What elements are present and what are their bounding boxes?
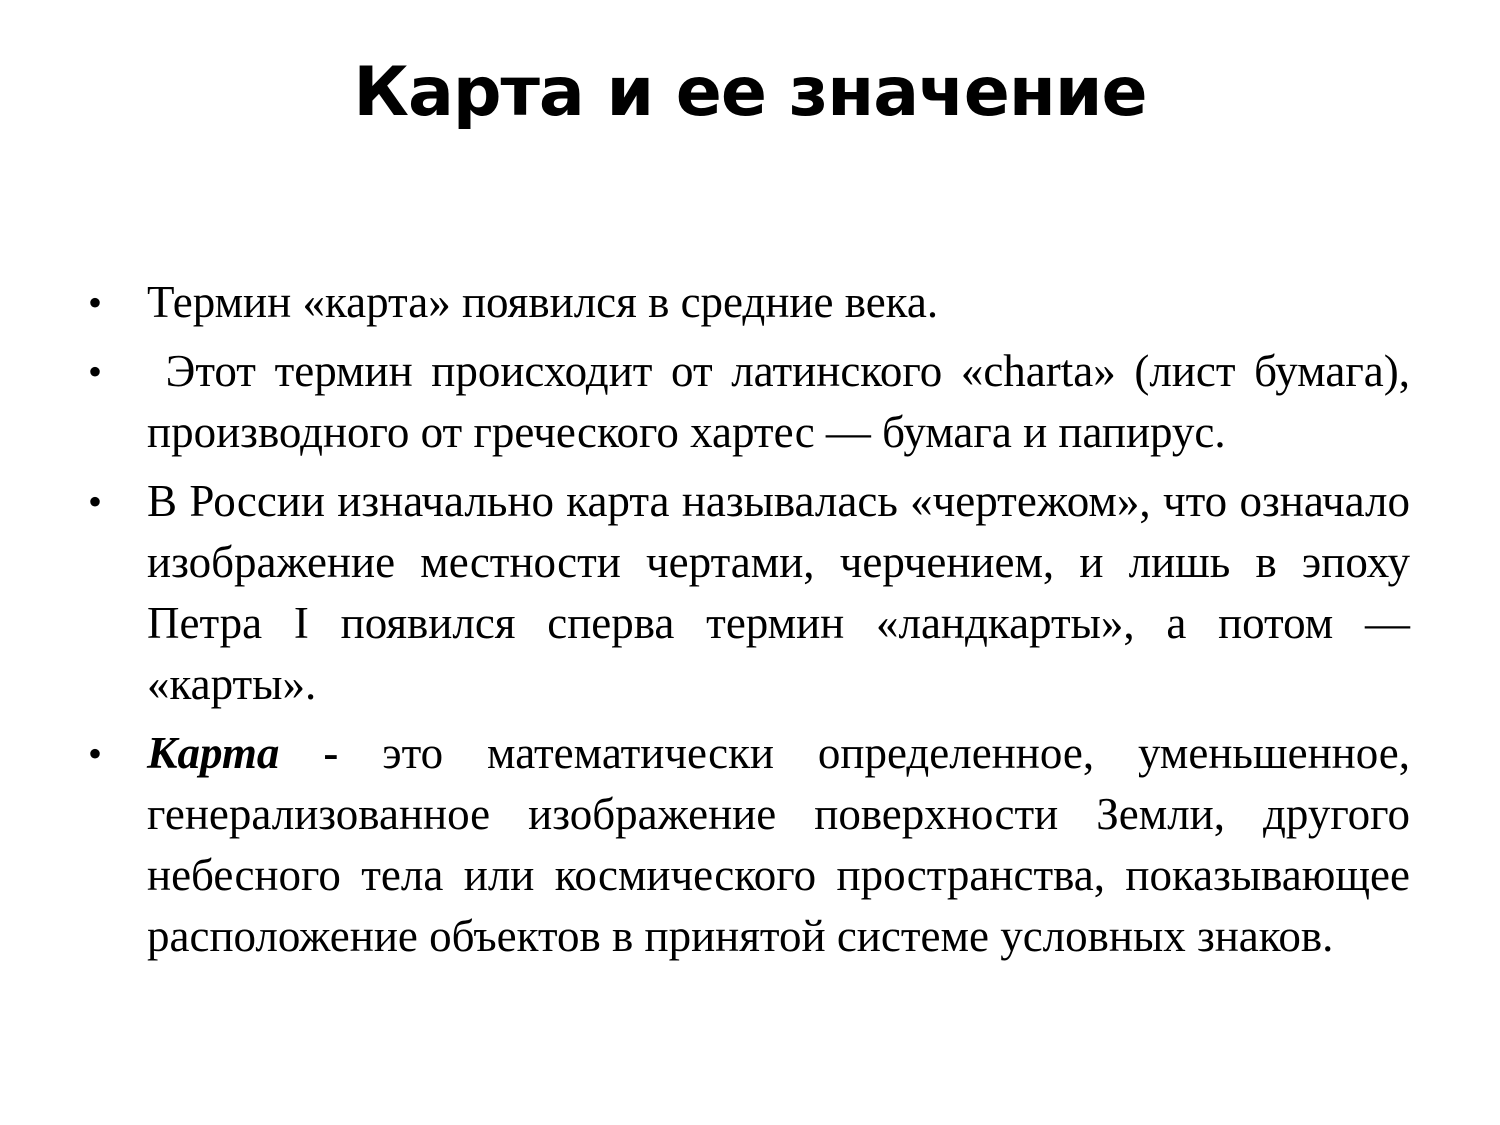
list-item: [0, 272, 1410, 333]
bullet-icon: •: [88, 349, 103, 394]
list-item: [0, 723, 1410, 967]
bullet-text: это математически определенное, уменьшенное, генерализованное изображение поверхности Земли, другого небесного тела или космического пространства, показывающее расположение объектов в принятой системе условных знаков.: [147, 728, 1411, 961]
bullet-text: Этот термин происходит от латинского «charta» (лист бумага), производного от греческого хартес — бумага и папирус.: [147, 346, 1410, 457]
definition-term: Карта: [147, 728, 280, 778]
bullet-icon: •: [88, 479, 103, 524]
bullet-icon: •: [88, 280, 103, 325]
list-item: [0, 471, 1410, 715]
bullet-text: Термин «карта» появился в средние века.: [147, 277, 939, 327]
bullet-text: В России изначально карта называлась «чертежом», что означало изображение местности чертами, черчением, и лишь в эпоху Петра I появился сперва термин «ландкарты», а потом — «карты».: [147, 476, 1410, 709]
bullet-list: [0, 272, 1500, 975]
slide-title: Карта и ее значение: [353, 53, 1147, 132]
list-item: [0, 341, 1410, 463]
definition-dash: -: [323, 728, 339, 778]
bullet-icon: •: [88, 731, 103, 776]
